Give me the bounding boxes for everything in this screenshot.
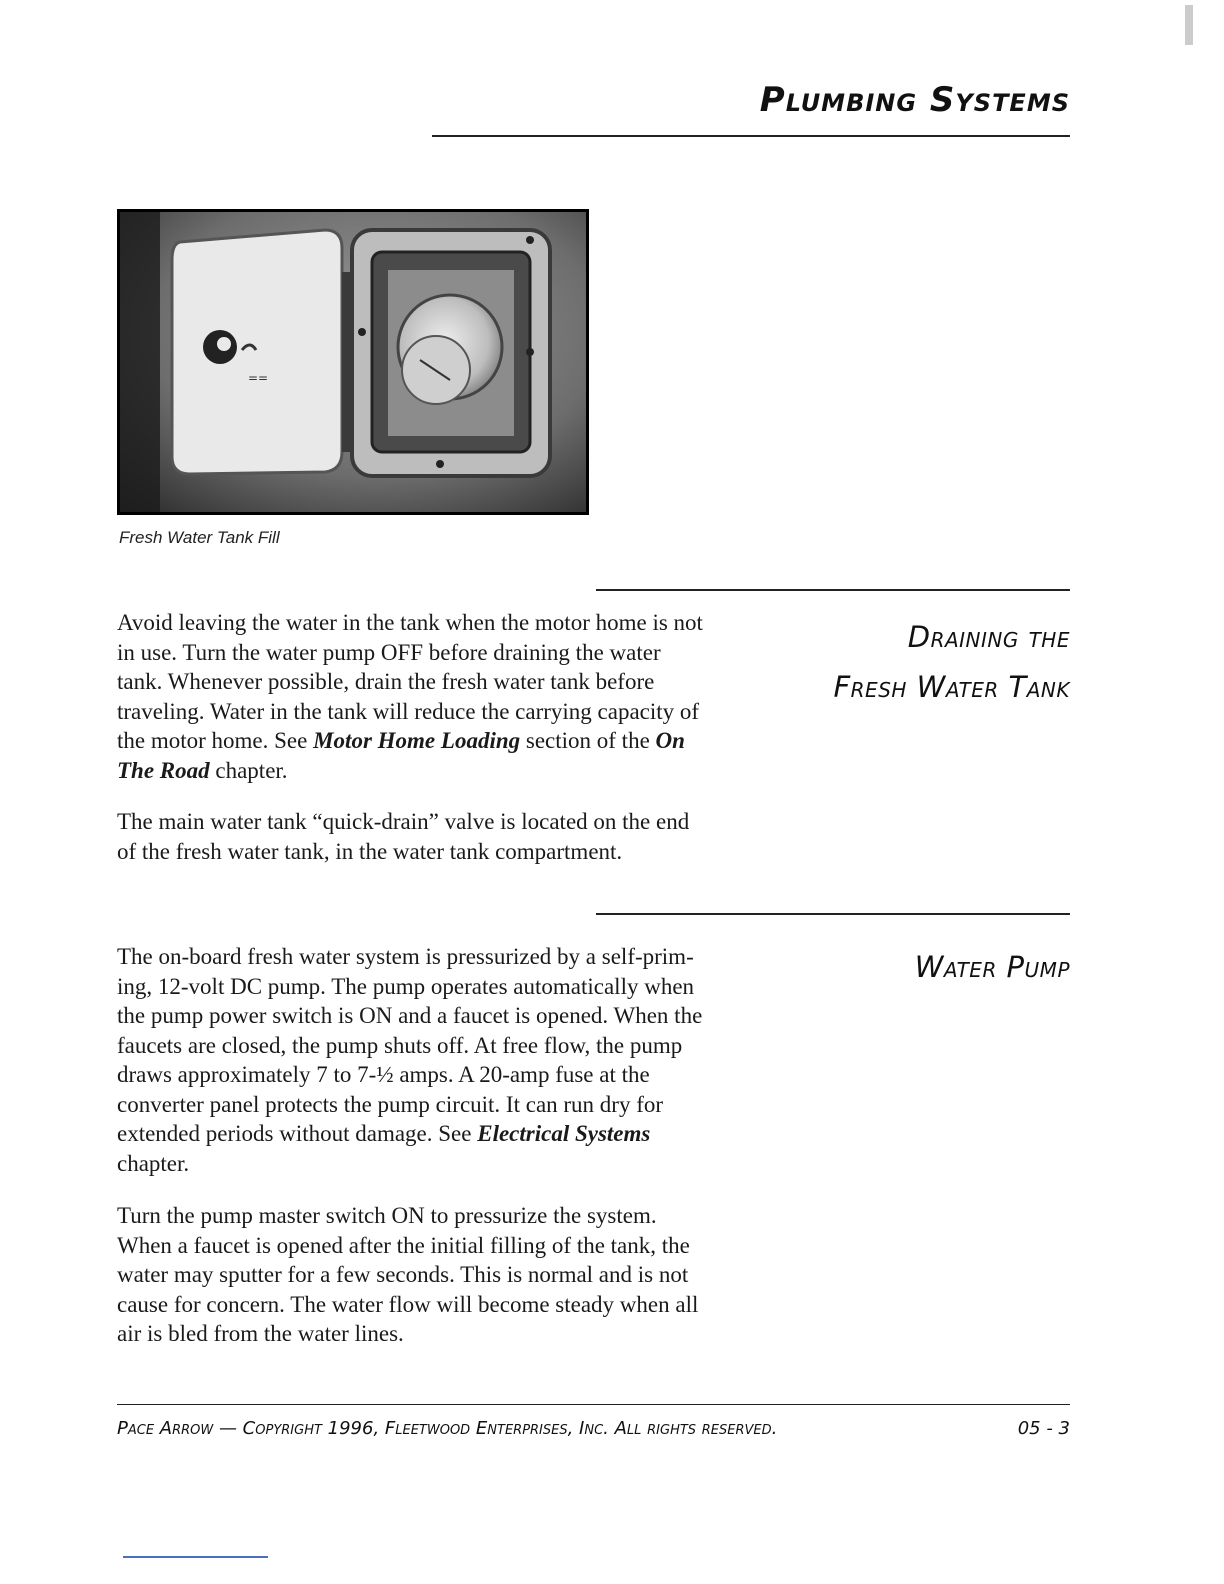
text-line: draws approximately 7 to 7-½ amps. A 20-amp fuse at the — [117, 1062, 650, 1087]
scan-artifact-line — [123, 1556, 268, 1558]
text-run: chapter. — [209, 757, 288, 783]
text-line: water may sputter for a few seconds. This is normal and is not — [117, 1262, 689, 1287]
text-line: traveling. Water in the tank will reduce the carrying capacity of — [117, 698, 700, 724]
water-pump-heading: Water Pump — [914, 950, 1070, 984]
text-line: in use. Turn the water pump OFF before draining the water — [117, 639, 661, 665]
draining-heading-line2: Fresh Water Tank — [833, 670, 1070, 704]
draining-paragraph-2 — [117, 807, 777, 866]
text-line: The on-board fresh water system is pressurized by a self-prim- — [117, 944, 694, 969]
text-run: section of the — [520, 728, 656, 753]
text-line: ing, 12-volt DC pump. The pump operates automatically when — [117, 973, 695, 999]
copyright-text: — Copyright 1996, Fleetwood Enterprises, Inc. All rights reserved. — [213, 1418, 778, 1439]
text-line — [117, 1119, 777, 1149]
page-number: 05 - 3 — [1017, 1418, 1070, 1439]
text-line — [117, 726, 777, 756]
draining-heading-line1: Draining the — [907, 620, 1070, 654]
text-line: the pump power switch is ON and a faucet is opened. When the — [117, 1003, 703, 1028]
chapter-title: Plumbing Systems — [759, 80, 1070, 120]
on-the-road-reference-cont: The Road — [117, 757, 210, 783]
header-rule — [432, 135, 1070, 137]
figure-caption: Fresh Water Tank Fill — [119, 528, 280, 547]
draining-section-rule — [596, 589, 1070, 591]
text-line: Avoid leaving the water in the tank when the motor home is not — [117, 610, 703, 635]
water-pump-section-rule — [596, 913, 1070, 915]
on-the-road-reference: On — [655, 728, 685, 753]
text-line: Turn the pump master switch ON to pressurize the system. — [117, 1203, 657, 1228]
brand-name: Pace Arrow — [117, 1418, 214, 1439]
text-line: The main water tank “quick-drain” valve is located on the end — [117, 809, 690, 834]
text-line: air is bled from the water lines. — [117, 1321, 404, 1346]
draining-heading — [833, 612, 1070, 712]
text-line: tank. Whenever possible, drain the fresh water tank before — [117, 669, 655, 694]
electrical-systems-reference: Electrical Systems — [477, 1121, 651, 1146]
text-line: faucets are closed, the pump shuts off. At free flow, the pump — [117, 1032, 683, 1058]
copyright-footer — [117, 1418, 777, 1439]
svg-text:==: == — [248, 371, 269, 385]
text-line: When a faucet is opened after the initial filling of the tank, the — [117, 1232, 690, 1258]
motor-home-loading-reference: Motor Home Loading — [313, 728, 521, 753]
text-line: of the fresh water tank, in the water tank compartment. — [117, 838, 623, 864]
footer-rule — [117, 1404, 1070, 1405]
water-pump-paragraph-2 — [117, 1201, 777, 1349]
text-run: the motor home. See — [117, 728, 314, 753]
text-line: converter panel protects the pump circuit. It can run dry for — [117, 1091, 664, 1117]
photo-illustration — [120, 212, 586, 512]
water-pump-paragraph-1 — [117, 942, 777, 1178]
text-line: cause for concern. The water flow will become steady when all — [117, 1291, 699, 1317]
text-line — [117, 756, 777, 786]
text-line: chapter. — [117, 1150, 190, 1176]
text-run: extended periods without damage. See — [117, 1121, 478, 1146]
draining-paragraph-1 — [117, 608, 777, 785]
scan-artifact — [1185, 5, 1193, 45]
fresh-water-fill-photo — [117, 209, 589, 515]
